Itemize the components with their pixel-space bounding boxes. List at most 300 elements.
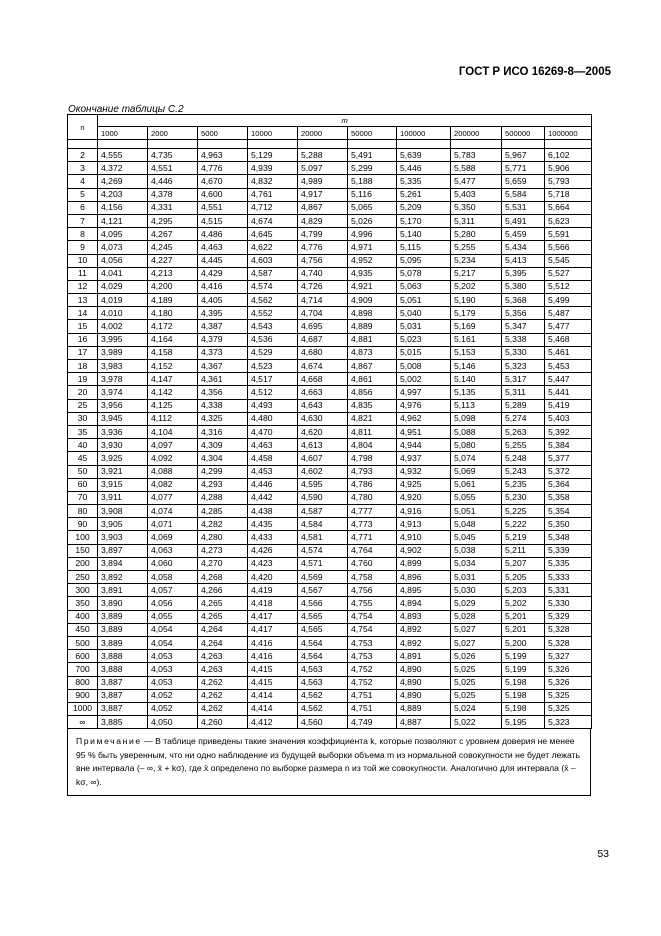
value-cell: 4,073	[98, 241, 148, 254]
value-cell: 4,295	[148, 214, 198, 227]
n-cell: 5	[68, 188, 98, 201]
value-cell: 4,563	[298, 663, 348, 676]
value-cell: 4,581	[298, 531, 348, 544]
table-row	[68, 439, 592, 452]
value-cell: 5,034	[451, 557, 502, 570]
value-cell: 5,202	[502, 597, 545, 610]
value-cell: 3,903	[98, 531, 148, 544]
value-cell: 3,888	[98, 663, 148, 676]
value-cell: 5,051	[451, 505, 502, 518]
value-cell: 4,643	[298, 399, 348, 412]
value-cell: 4,019	[98, 294, 148, 307]
table-row	[68, 702, 592, 715]
value-cell: 4,821	[348, 412, 397, 425]
value-cell: 4,976	[397, 399, 451, 412]
value-cell: 4,773	[348, 518, 397, 531]
value-cell: 5,088	[451, 425, 502, 438]
value-cell: 4,861	[348, 373, 397, 386]
value-cell: 4,613	[298, 439, 348, 452]
table-row	[68, 360, 592, 373]
value-cell: 3,887	[98, 676, 148, 689]
value-cell: 3,974	[98, 386, 148, 399]
value-cell: 4,050	[148, 716, 198, 729]
value-cell: 4,630	[298, 412, 348, 425]
value-cell: 4,395	[198, 307, 248, 320]
value-cell: 5,255	[451, 241, 502, 254]
coefficient-table	[67, 114, 592, 729]
table-row	[68, 294, 592, 307]
value-cell: 4,265	[198, 597, 248, 610]
value-cell: 4,054	[148, 636, 198, 649]
value-cell: 4,799	[298, 228, 348, 241]
value-cell: 4,002	[98, 320, 148, 333]
value-cell: 4,562	[248, 294, 298, 307]
value-cell: 4,316	[198, 425, 248, 438]
document-code: ГОСТ Р ИСО 16269-8—2005	[458, 66, 611, 78]
value-cell: 4,125	[148, 399, 198, 412]
value-cell: 4,470	[248, 425, 298, 438]
table-row	[68, 544, 592, 557]
value-cell: 5,201	[502, 623, 545, 636]
value-cell: 5,195	[502, 716, 545, 729]
value-cell: 4,560	[298, 716, 348, 729]
value-cell: 5,419	[545, 399, 592, 412]
value-cell: 4,262	[198, 676, 248, 689]
value-cell: 4,714	[298, 294, 348, 307]
value-cell: 5,368	[502, 294, 545, 307]
value-cell: 4,902	[397, 544, 451, 557]
value-cell: 5,170	[397, 214, 451, 227]
value-cell: 4,751	[348, 702, 397, 715]
value-cell: 4,704	[298, 307, 348, 320]
table-row	[68, 663, 592, 676]
value-cell: 4,587	[298, 505, 348, 518]
value-cell: 4,052	[148, 689, 198, 702]
value-cell: 5,783	[451, 149, 502, 162]
value-cell: 5,202	[451, 280, 502, 293]
value-cell: 5,248	[502, 452, 545, 465]
value-cell: 5,311	[502, 386, 545, 399]
value-cell: 4,417	[248, 610, 298, 623]
value-cell: 5,331	[545, 584, 592, 597]
value-cell: 5,377	[545, 452, 592, 465]
value-cell: 5,205	[502, 571, 545, 584]
value-cell: 4,951	[397, 425, 451, 438]
table-row	[68, 571, 592, 584]
value-cell: 4,493	[248, 399, 298, 412]
table-row	[68, 478, 592, 491]
value-cell: 4,670	[198, 175, 248, 188]
table-row	[68, 465, 592, 478]
value-cell: 5,491	[502, 214, 545, 227]
value-cell: 5,468	[545, 333, 592, 346]
table-row	[68, 623, 592, 636]
value-cell: 4,262	[198, 689, 248, 702]
value-cell: 4,754	[348, 623, 397, 636]
value-cell: 5,026	[348, 214, 397, 227]
value-cell: 4,962	[397, 412, 451, 425]
spacer-cell	[451, 140, 502, 149]
value-cell: 3,897	[98, 544, 148, 557]
n-cell: 6	[68, 201, 98, 214]
value-cell: 5,116	[348, 188, 397, 201]
value-cell: 4,764	[348, 544, 397, 557]
value-cell: 5,328	[545, 623, 592, 636]
value-cell: 4,590	[298, 491, 348, 504]
value-cell: 4,887	[397, 716, 451, 729]
value-cell: 5,263	[502, 425, 545, 438]
value-cell: 4,804	[348, 439, 397, 452]
n-cell: 1000	[68, 702, 98, 715]
value-cell: 4,379	[198, 333, 248, 346]
value-cell: 5,198	[502, 676, 545, 689]
value-cell: 5,311	[451, 214, 502, 227]
spacer-cell	[348, 140, 397, 149]
value-cell: 4,288	[198, 491, 248, 504]
value-cell: 5,169	[451, 320, 502, 333]
value-cell: 5,347	[502, 320, 545, 333]
value-cell: 4,088	[148, 465, 198, 478]
table-row	[68, 689, 592, 702]
value-cell: 5,323	[545, 716, 592, 729]
value-cell: 4,052	[148, 702, 198, 715]
table-row	[68, 531, 592, 544]
table-row	[68, 280, 592, 293]
value-cell: 5,326	[545, 663, 592, 676]
value-cell: 5,153	[451, 346, 502, 359]
value-cell: 5,255	[502, 439, 545, 452]
value-cell: 4,517	[248, 373, 298, 386]
value-cell: 5,413	[502, 254, 545, 267]
value-cell: 4,735	[148, 149, 198, 162]
value-cell: 4,414	[248, 702, 298, 715]
n-cell: 250	[68, 571, 98, 584]
value-cell: 5,328	[545, 636, 592, 649]
value-cell: 5,179	[451, 307, 502, 320]
value-cell: 4,786	[348, 478, 397, 491]
value-cell: 4,420	[248, 571, 298, 584]
table-row	[68, 267, 592, 280]
value-cell: 4,463	[198, 241, 248, 254]
value-cell: 4,069	[148, 531, 198, 544]
value-cell: 5,329	[545, 610, 592, 623]
value-cell: 5,115	[397, 241, 451, 254]
value-cell: 4,416	[248, 650, 298, 663]
value-cell: 5,333	[545, 571, 592, 584]
value-cell: 3,889	[98, 623, 148, 636]
table-note	[67, 729, 591, 796]
n-cell: 9	[68, 241, 98, 254]
value-cell: 4,142	[148, 386, 198, 399]
n-cell: 200	[68, 557, 98, 570]
value-cell: 4,378	[148, 188, 198, 201]
n-cell: 40	[68, 439, 98, 452]
value-cell: 4,285	[198, 505, 248, 518]
value-cell: 4,917	[298, 188, 348, 201]
value-cell: 4,913	[397, 518, 451, 531]
value-cell: 5,967	[502, 149, 545, 162]
value-cell: 5,623	[545, 214, 592, 227]
value-cell: 5,031	[451, 571, 502, 584]
value-cell: 5,199	[502, 663, 545, 676]
value-cell: 4,760	[348, 557, 397, 570]
value-cell: 4,564	[298, 650, 348, 663]
value-cell: 3,885	[98, 716, 148, 729]
value-cell: 4,372	[98, 162, 148, 175]
value-cell: 4,571	[298, 557, 348, 570]
value-cell: 4,867	[348, 360, 397, 373]
value-cell: 5,025	[451, 676, 502, 689]
value-cell: 4,387	[198, 320, 248, 333]
value-cell: 4,417	[248, 623, 298, 636]
value-cell: 4,771	[348, 531, 397, 544]
value-cell: 4,892	[397, 623, 451, 636]
value-cell: 4,563	[298, 676, 348, 689]
value-cell: 4,600	[198, 188, 248, 201]
value-cell: 5,447	[545, 373, 592, 386]
value-cell: 4,121	[98, 214, 148, 227]
value-cell: 4,989	[298, 175, 348, 188]
value-cell: 4,156	[98, 201, 148, 214]
value-cell: 3,887	[98, 702, 148, 715]
value-cell: 4,053	[148, 650, 198, 663]
value-cell: 4,361	[198, 373, 248, 386]
m-value-header: 1000	[98, 127, 148, 140]
n-cell: 18	[68, 360, 98, 373]
value-cell: 5,198	[502, 702, 545, 715]
value-cell: 4,269	[98, 175, 148, 188]
value-cell: 5,545	[545, 254, 592, 267]
value-cell: 4,829	[298, 214, 348, 227]
n-cell: 90	[68, 518, 98, 531]
value-cell: 3,915	[98, 478, 148, 491]
value-cell: 3,945	[98, 412, 148, 425]
value-cell: 5,446	[397, 162, 451, 175]
value-cell: 4,562	[298, 702, 348, 715]
value-cell: 4,687	[298, 333, 348, 346]
value-cell: 4,426	[248, 544, 298, 557]
value-cell: 4,935	[348, 267, 397, 280]
value-cell: 5,384	[545, 439, 592, 452]
value-cell: 5,135	[451, 386, 502, 399]
n-cell: 60	[68, 478, 98, 491]
value-cell: 4,055	[148, 610, 198, 623]
value-cell: 3,894	[98, 557, 148, 570]
value-cell: 4,282	[198, 518, 248, 531]
table-row	[68, 386, 592, 399]
spacer-row	[68, 140, 592, 149]
value-cell: 4,798	[348, 452, 397, 465]
table-row	[68, 214, 592, 227]
value-cell: 5,395	[502, 267, 545, 280]
value-cell: 5,161	[451, 333, 502, 346]
value-cell: 6,102	[545, 149, 592, 162]
n-cell: 500	[68, 636, 98, 649]
value-cell: 4,925	[397, 478, 451, 491]
value-cell: 4,898	[348, 307, 397, 320]
value-cell: 5,350	[451, 201, 502, 214]
value-cell: 4,325	[198, 412, 248, 425]
value-cell: 3,956	[98, 399, 148, 412]
value-cell: 4,952	[348, 254, 397, 267]
value-cell: 5,380	[502, 280, 545, 293]
value-cell: 4,435	[248, 518, 298, 531]
table-row	[68, 584, 592, 597]
value-cell: 4,262	[198, 702, 248, 715]
value-cell: 4,056	[148, 597, 198, 610]
value-cell: 4,041	[98, 267, 148, 280]
value-cell: 5,477	[451, 175, 502, 188]
value-cell: 5,280	[451, 228, 502, 241]
value-cell: 5,330	[545, 597, 592, 610]
value-cell: 4,164	[148, 333, 198, 346]
value-cell: 3,891	[98, 584, 148, 597]
value-cell: 5,358	[545, 491, 592, 504]
value-cell: 4,920	[397, 491, 451, 504]
value-cell: 4,890	[397, 689, 451, 702]
value-cell: 4,263	[198, 663, 248, 676]
value-cell: 4,063	[148, 544, 198, 557]
table-row	[68, 346, 592, 359]
value-cell: 4,551	[148, 162, 198, 175]
value-cell: 5,008	[397, 360, 451, 373]
value-cell: 4,260	[198, 716, 248, 729]
value-cell: 5,793	[545, 175, 592, 188]
m-value-header: 2000	[148, 127, 198, 140]
table-row	[68, 610, 592, 623]
value-cell: 3,930	[98, 439, 148, 452]
value-cell: 4,873	[348, 346, 397, 359]
n-cell: 20	[68, 386, 98, 399]
value-cell: 3,890	[98, 597, 148, 610]
value-cell: 4,776	[298, 241, 348, 254]
value-cell: 4,663	[298, 386, 348, 399]
value-cell: 4,445	[198, 254, 248, 267]
n-cell: 80	[68, 505, 98, 518]
value-cell: 4,419	[248, 584, 298, 597]
table-row	[68, 491, 592, 504]
n-cell: 7	[68, 214, 98, 227]
table-row	[68, 650, 592, 663]
value-cell: 5,025	[451, 689, 502, 702]
value-cell: 3,887	[98, 689, 148, 702]
value-cell: 4,453	[248, 465, 298, 478]
value-cell: 5,325	[545, 689, 592, 702]
value-cell: 4,562	[298, 689, 348, 702]
note-label: Примечание	[76, 736, 142, 747]
value-cell: 5,659	[502, 175, 545, 188]
value-cell: 5,097	[298, 162, 348, 175]
value-cell: 5,063	[397, 280, 451, 293]
value-cell: 4,060	[148, 557, 198, 570]
spacer-cell	[397, 140, 451, 149]
value-cell: 4,811	[348, 425, 397, 438]
value-cell: 5,372	[545, 465, 592, 478]
value-cell: 4,856	[348, 386, 397, 399]
n-cell: ∞	[68, 716, 98, 729]
n-cell: 12	[68, 280, 98, 293]
n-cell: 10	[68, 254, 98, 267]
value-cell: 5,027	[451, 636, 502, 649]
value-cell: 4,309	[198, 439, 248, 452]
value-cell: 4,921	[348, 280, 397, 293]
value-cell: 5,190	[451, 294, 502, 307]
value-cell: 5,335	[397, 175, 451, 188]
value-cell: 4,263	[198, 650, 248, 663]
n-cell: 11	[68, 267, 98, 280]
value-cell: 5,235	[502, 478, 545, 491]
table-row	[68, 333, 592, 346]
table-row	[68, 557, 592, 570]
value-cell: 4,892	[397, 636, 451, 649]
value-cell: 4,180	[148, 307, 198, 320]
value-cell: 4,890	[397, 663, 451, 676]
value-cell: 4,264	[198, 623, 248, 636]
value-cell: 5,392	[545, 425, 592, 438]
value-cell: 3,925	[98, 452, 148, 465]
value-cell: 4,574	[298, 544, 348, 557]
value-cell: 5,038	[451, 544, 502, 557]
value-cell: 3,936	[98, 425, 148, 438]
value-cell: 4,463	[248, 439, 298, 452]
value-cell: 4,997	[397, 386, 451, 399]
value-cell: 4,158	[148, 346, 198, 359]
value-cell: 4,971	[348, 241, 397, 254]
value-cell: 5,639	[397, 149, 451, 162]
value-cell: 3,889	[98, 636, 148, 649]
value-cell: 4,415	[248, 676, 298, 689]
value-cell: 4,266	[198, 584, 248, 597]
table-row	[68, 597, 592, 610]
value-cell: 4,754	[348, 610, 397, 623]
page-number: 53	[597, 848, 609, 860]
value-cell: 5,288	[298, 149, 348, 162]
value-cell: 4,054	[148, 623, 198, 636]
value-cell: 5,350	[545, 518, 592, 531]
table-row	[68, 716, 592, 729]
n-cell: 350	[68, 597, 98, 610]
table-row	[68, 452, 592, 465]
value-cell: 4,536	[248, 333, 298, 346]
n-cell: 19	[68, 373, 98, 386]
value-cell: 5,588	[451, 162, 502, 175]
spacer-cell	[148, 140, 198, 149]
m-value-header: 500000	[502, 127, 545, 140]
value-cell: 4,939	[248, 162, 298, 175]
value-cell: 5,531	[502, 201, 545, 214]
value-cell: 5,188	[348, 175, 397, 188]
value-cell: 5,113	[451, 399, 502, 412]
value-cell: 4,053	[148, 663, 198, 676]
table-row	[68, 373, 592, 386]
value-cell: 5,299	[348, 162, 397, 175]
value-cell: 4,480	[248, 412, 298, 425]
table-row	[68, 188, 592, 201]
value-cell: 5,200	[502, 636, 545, 649]
spacer-cell	[502, 140, 545, 149]
value-cell: 3,889	[98, 610, 148, 623]
value-cell: 4,890	[397, 676, 451, 689]
n-cell: 2	[68, 149, 98, 162]
value-cell: 4,056	[98, 254, 148, 267]
value-cell: 5,055	[451, 491, 502, 504]
spacer-cell	[98, 140, 148, 149]
value-cell: 5,327	[545, 650, 592, 663]
value-cell: 5,146	[451, 360, 502, 373]
n-cell: 450	[68, 623, 98, 636]
value-cell: 4,104	[148, 425, 198, 438]
value-cell: 4,280	[198, 531, 248, 544]
